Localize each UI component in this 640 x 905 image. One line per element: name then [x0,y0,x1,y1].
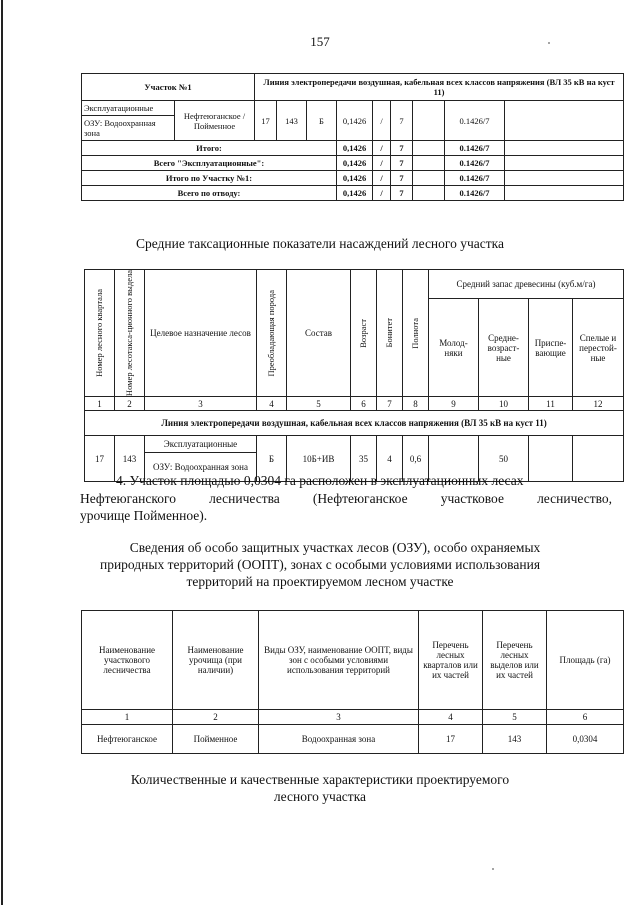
empty-cell [413,101,445,141]
col-density-header: Полнота [410,317,421,349]
section-heading-taxation: Средние таксационные показатели насаждений лесного участка [135,236,505,251]
col-zone-type-header: Виды ОЗУ, наименование ООПТ, виды зон с особыми условиями использования территорий [259,611,419,710]
col-quarter-header: Номер лесного квартала [94,289,105,377]
scan-left-edge [1,0,3,905]
column-number-row: 1 2 3 4 5 6 [82,710,624,725]
empty-cell [505,101,624,141]
column-number-row: 1 2 3 4 5 6 7 8 9 10 11 12 [85,397,624,411]
seven-cell: 7 [391,101,413,141]
plot-summary-table [81,73,624,201]
total-row: Всего "Эксплуатационные": 0,1426 / 7 0.1426/7 [82,156,624,171]
col-stock-header: Средний запас древесины (куб.м/га) [429,270,624,299]
forestry-cell: Нефтеюганское / Пойменное [175,101,255,141]
col-young-header: Молод-няки [429,299,479,397]
paragraph-plot-4: 4. Участок площадью 0,0304 га расположен в эксплуатационных лесах Нефтеюганского лесничества (Нефтеюганское участковое лесничество, урочище Пойменное). [80,473,612,524]
section-heading-characteristics: Количественные и качественные характеристики проектируемого лесного участка [130,772,510,804]
total-row: Итого: 0,1426 / 7 0.1426/7 [82,141,624,156]
col-maturing-header: Приспе-вающие [529,299,573,397]
col-allotments-header: Перечень лесных выделов или их частей [483,611,547,710]
ozu-table [81,610,624,754]
plot-header: Участок №1 [82,74,255,101]
category-label: Эксплуатационные [82,101,175,116]
quarter-cell: 17 [255,101,277,141]
col-mature-header: Спелые и перестой-ные [573,299,624,397]
col-composition-header: Состав [287,270,351,397]
col-area-header: Площадь (га) [547,611,624,710]
species-cell: Б [307,101,337,141]
col-middle-header: Средне-возраст-ные [479,299,529,397]
scan-speck [492,868,494,870]
allotment-cell: 143 [277,101,307,141]
fraction-cell: 0.1426/7 [445,101,505,141]
col-bonitet-header: Бонитет [384,318,395,348]
table-row: Нефтеюганское Пойменное Водоохранная зона 17 143 0,0304 [82,725,624,754]
page-number: 157 [310,34,330,49]
section-heading-ozu: Сведения об особо защитных участках лесов (ОЗУ), особо охраняемых природных территорий (ООПТ), зонах с особыми условиями использования территорий на проектируемом лесном участке [99,540,541,589]
slash-cell: / [373,101,391,141]
category-label: ОЗУ: Водоохранная зона [82,116,175,141]
table-row: 17 143 Эксплуатационные Б 10Б+ИВ 35 4 0,6 50 [85,436,624,453]
total-row: Итого по Участку №1: 0,1426 / 7 0.1426/7 [82,171,624,186]
area-cell: 0,1426 [337,101,373,141]
col-purpose-header: Целевое назначение лесов [145,270,257,397]
total-row: Всего по отводу: 0,1426 / 7 0.1426/7 [82,186,624,201]
col-forestry-header: Наименование участкового лесничества [82,611,173,710]
line-header: Линия электропередачи воздушная, кабельная всех классов напряжения (ВЛ 35 кВ на куст 11) [255,74,624,101]
col-allotment-header: Номер лесотакса-ционного выдела [124,270,135,397]
col-tract-header: Наименование урочища (при наличии) [173,611,259,710]
col-age-header: Возраст [358,318,369,348]
col-species-header: Преобладающая порода [266,289,277,377]
col-quarters-header: Перечень лесных кварталов или их частей [419,611,483,710]
section-row: Линия электропередачи воздушная, кабельная всех классов напряжения (ВЛ 35 кВ на куст 11) [85,411,624,436]
taxation-table: Номер лесного квартала Номер лесотакса-ционного выдела Целевое назначение лесов Преобладающая порода Состав Возраст Бонитет Полнота Средний запас древесины (куб.м/га) Молод-няки Средне-возраст-ные Приспе-вающие Спелые и перестой-ные 1 2 3 4 5 6 7 8 9 10 11 12 Линия электропередачи воздушная, кабельная всех классов напряжения (ВЛ 35 кВ на куст 11) 17 143 Эксплуатационные Б 10Б+ИВ 35 4 0,6 50 ОЗУ: Водоохранная зона [84,269,624,482]
